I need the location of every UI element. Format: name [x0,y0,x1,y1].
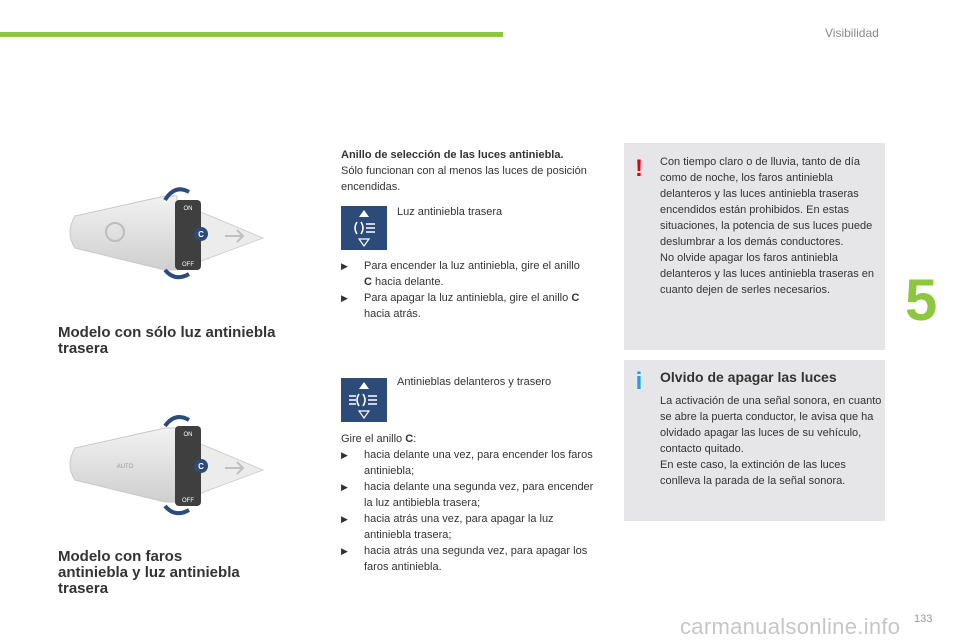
lever-label-off: OFF [182,498,194,504]
list-item: ▶ Para encender la luz antiniebla, gire el anillo C hacia delante. [341,260,580,288]
model2-title: Modelo con faros antiniebla y luz antiniebla trasera [58,548,240,597]
front-rear-fog-instructions [341,431,599,575]
bullet-marker: ▶ [341,546,348,556]
rear-fog-bullets [341,258,586,322]
lever-label-auto: AUTO [116,464,134,470]
list-item: ▶ hacia atrás una segunda vez, para apagar los faros antiniebla. [341,545,588,573]
warning-text: Con tiempo claro o de lluvia, tanto de día como de noche, los faros antiniebla delanteros y las luces antiniebla traseras encendidos están prohibidos. En estas situaciones, la potencia de sus luces puede deslumbrar a los demás conductores. No olvide apagar los faros antiniebla delanteros y las luces antiniebla traseras en cuanto dejen de serles necesarios. [660,156,875,296]
lever-label-on: ON [183,206,193,212]
lever-illustration-rear-fog [65,178,325,288]
ring-label-c: C [198,462,204,471]
warning-box [624,143,885,350]
front-rear-fog-lights-icon [341,378,387,422]
bullet-marker: ▶ [341,450,348,460]
model1-title: Modelo con sólo luz antiniebla trasera [58,324,276,357]
ring-label-c: C [198,230,204,239]
list-item: ▶ hacia delante una segunda vez, para encender la luz antibiebla trasera; [341,481,594,509]
bullet-marker: ▶ [341,261,348,271]
info-text: La activación de una señal sonora, en cuanto se abre la puerta conductor, le avisa que ha olvidado apagar las luces de su vehículo, contacto quitado. En este caso, la extinción de las luces conlleva la parada de la señal sonora. [660,395,882,487]
page-number: 133 [914,613,933,625]
header-accent-bar [0,32,503,37]
info-icon: i [635,368,643,395]
info-title: Olvido de apagar las luces [660,369,837,385]
ring-heading: Anillo de selección de las luces antiniebla. [341,149,564,161]
ring-intro-text: Sólo funcionan con al menos las luces de posición encendidas. [341,165,587,193]
list-item: ▶ hacia atrás una vez, para apagar la luz antiniebla trasera; [341,513,554,541]
front-rear-fog-label: Antinieblas delanteros y trasero [397,376,552,388]
lever-label-off: OFF [182,262,194,268]
instruction-intro: Gire el anillo C: [341,433,417,445]
section-title: Visibilidad [825,26,879,40]
chapter-number: 5 [905,268,938,333]
bullet-marker: ▶ [341,482,348,492]
watermark: carmanualsonline.info [680,614,901,639]
bullet-marker: ▶ [341,514,348,524]
rear-fog-label: Luz antiniebla trasera [397,206,503,218]
list-item: ▶ Para apagar la luz antiniebla, gire el anillo C hacia atrás. [341,292,580,320]
warning-exclamation-icon: ! [635,155,643,182]
ring-intro [341,147,601,195]
rear-fog-light-icon [341,206,387,250]
bullet-marker: ▶ [341,293,348,303]
info-box [624,360,885,521]
list-item: ▶ hacia delante una vez, para encender los faros antiniebla; [341,449,593,477]
lever-illustration-front-rear-fog [65,410,325,520]
lever-label-on: ON [183,432,193,438]
